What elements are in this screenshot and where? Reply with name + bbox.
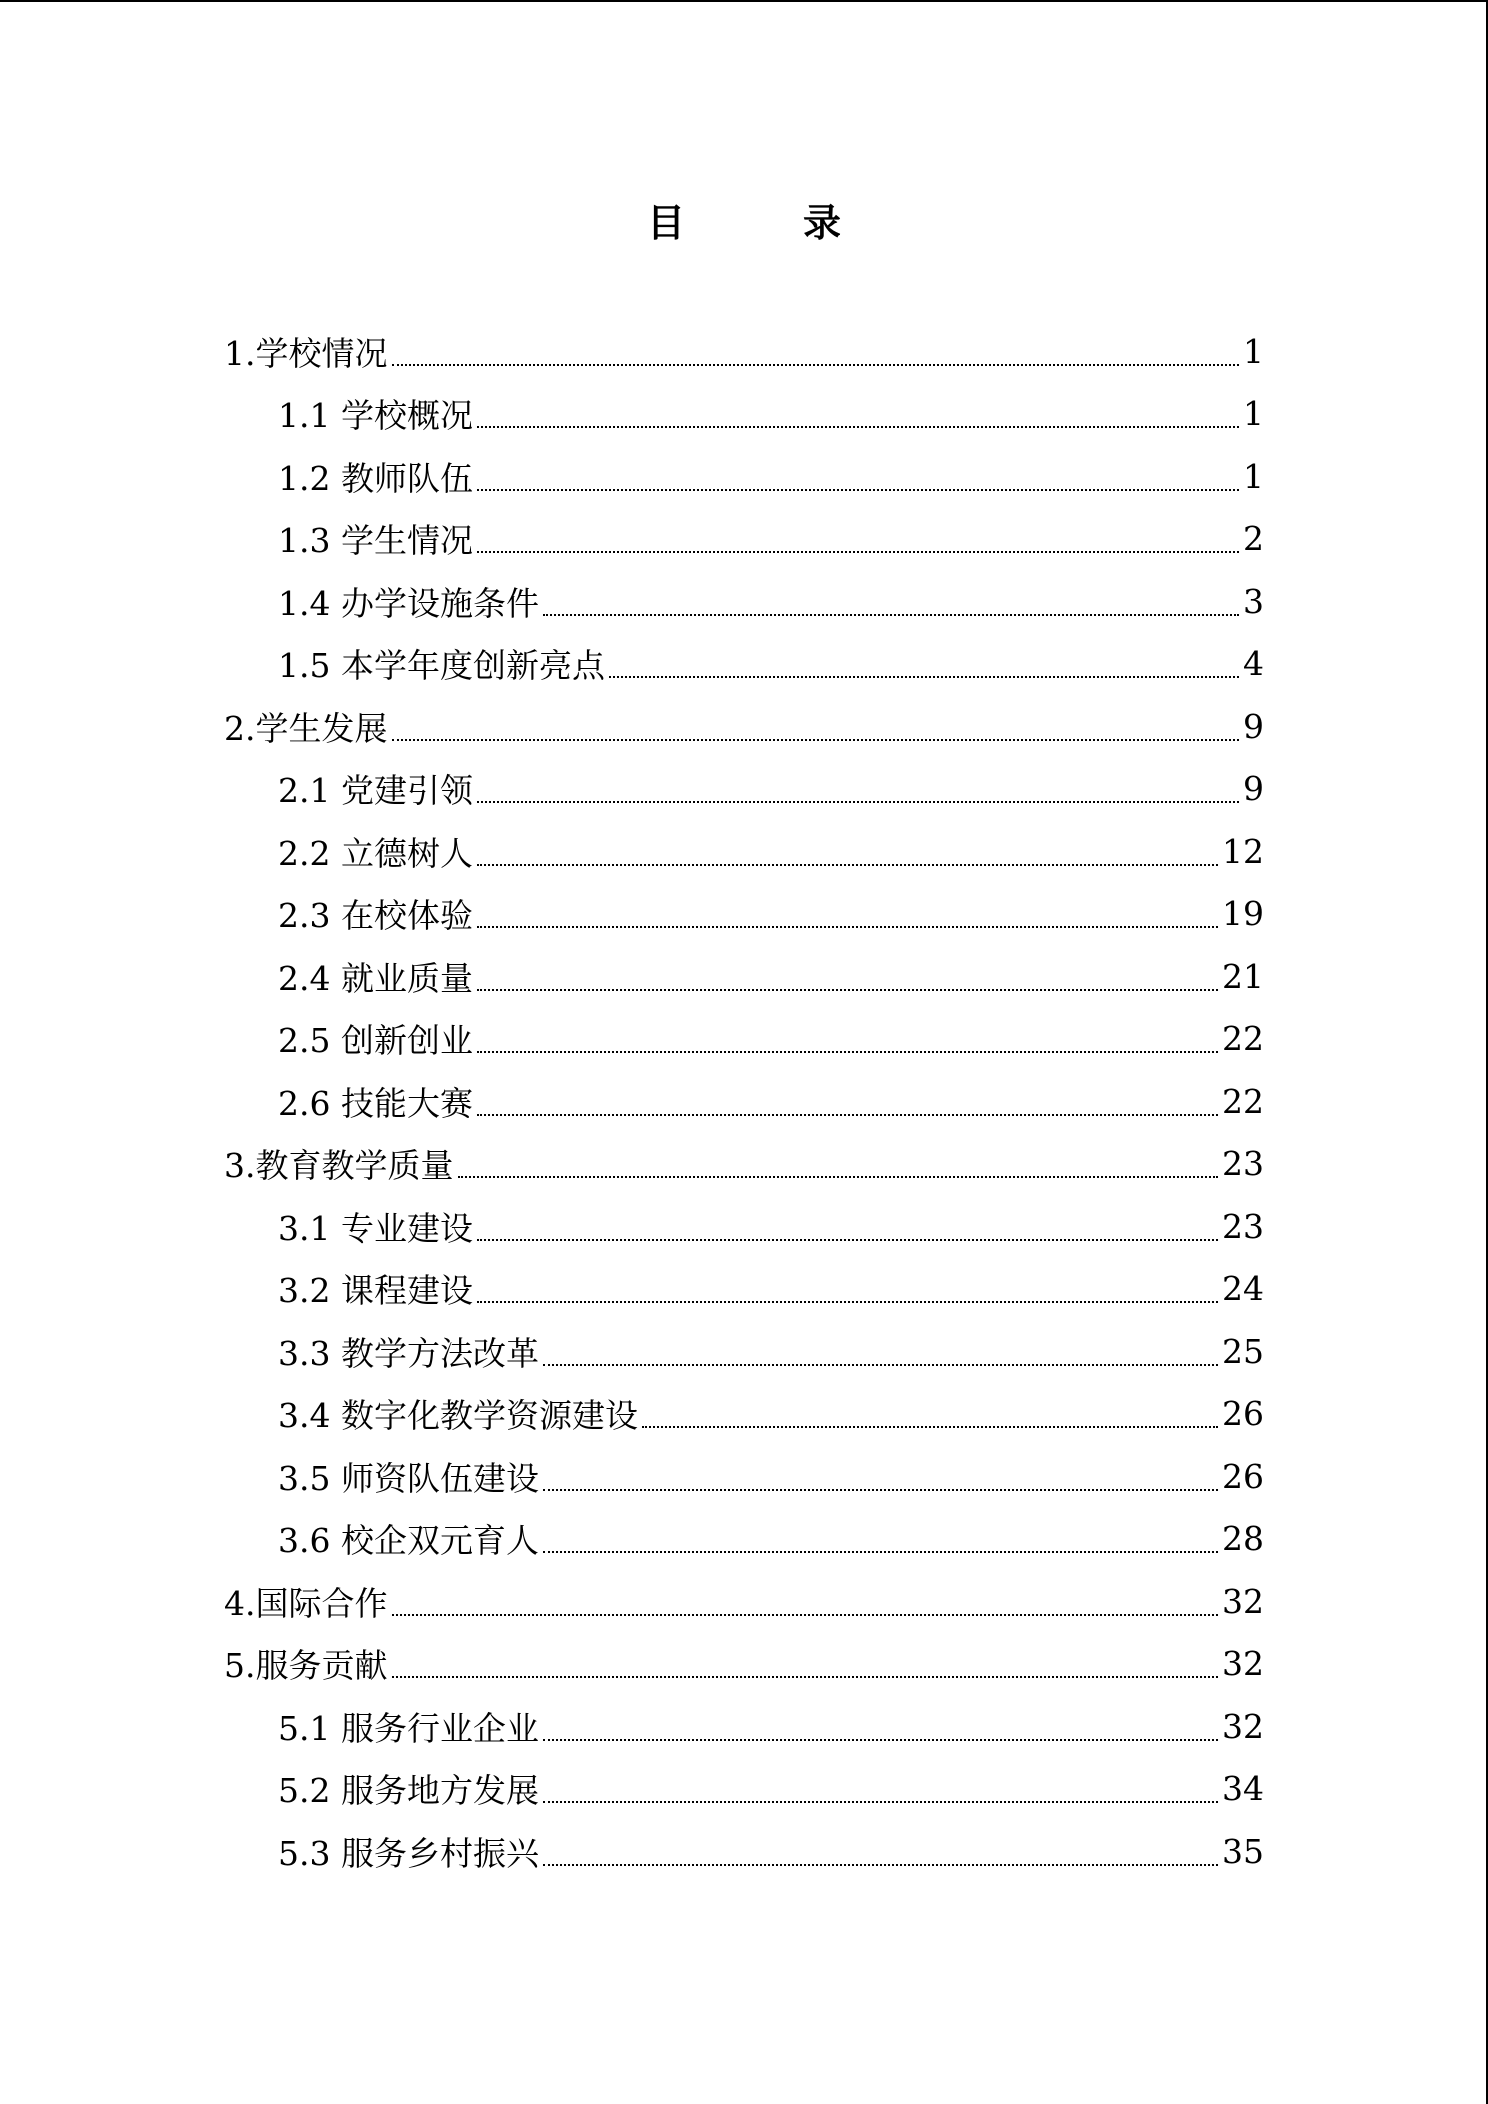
- toc-entry[interactable]: [224, 1320, 1264, 1383]
- toc-entry[interactable]: [224, 1258, 1264, 1321]
- toc-dot-leader: [477, 768, 1239, 803]
- toc-entry[interactable]: [224, 1445, 1264, 1508]
- toc-entry-page-number: 9: [1243, 769, 1264, 809]
- toc-entry-page-number: 26: [1222, 1456, 1264, 1496]
- toc-entry-page-number: 34: [1222, 1769, 1264, 1809]
- toc-dot-leader: [543, 1768, 1218, 1803]
- toc-dot-leader: [609, 643, 1239, 678]
- toc-entry-label: 2.5 创新创业: [278, 1021, 473, 1061]
- toc-entry[interactable]: [224, 508, 1264, 571]
- toc-entry[interactable]: [224, 1070, 1264, 1133]
- toc-entry-label: 2.2 立德树人: [278, 833, 473, 873]
- toc-entry[interactable]: [224, 383, 1264, 446]
- toc-dot-leader: [543, 1518, 1218, 1553]
- toc-entry-label: 2.3 在校体验: [278, 896, 473, 936]
- toc-entry-label: 1.5 本学年度创新亮点: [278, 646, 605, 686]
- toc-entry[interactable]: [224, 1133, 1264, 1196]
- toc-entry-page-number: 28: [1222, 1519, 1264, 1559]
- toc-entry-page-number: 1: [1243, 331, 1264, 371]
- toc-dot-leader: [477, 1206, 1218, 1241]
- toc-entry[interactable]: [224, 1508, 1264, 1571]
- toc-entry[interactable]: [224, 633, 1264, 696]
- toc-entry[interactable]: [224, 1633, 1264, 1696]
- toc-entry-page-number: 32: [1222, 1581, 1264, 1621]
- toc-entry-label: 2.6 技能大赛: [278, 1083, 473, 1123]
- toc-entry-label: 3.1 专业建设: [278, 1208, 473, 1248]
- toc-entry-page-number: 12: [1222, 831, 1264, 871]
- toc-entry[interactable]: [224, 1820, 1264, 1883]
- toc-entry-label: 1.1 学校概况: [278, 396, 473, 436]
- toc-entry[interactable]: [224, 695, 1264, 758]
- toc-entry-label: 2.4 就业质量: [278, 958, 473, 998]
- page-title: 目 录: [646, 201, 881, 245]
- toc-entry-page-number: 32: [1222, 1706, 1264, 1746]
- toc-dot-leader: [477, 1081, 1218, 1116]
- toc-entry[interactable]: [224, 820, 1264, 883]
- toc-entry-page-number: 25: [1222, 1331, 1264, 1371]
- toc-dot-leader: [543, 1331, 1218, 1366]
- toc-entry-page-number: 9: [1243, 706, 1264, 746]
- toc-entry-page-number: 24: [1222, 1269, 1264, 1309]
- toc-entry-page-number: 23: [1222, 1206, 1264, 1246]
- toc-entry-page-number: 1: [1243, 394, 1264, 434]
- toc-entry-label: 4.国际合作: [224, 1583, 388, 1623]
- toc-dot-leader: [543, 1706, 1218, 1741]
- toc-dot-leader: [477, 1018, 1218, 1053]
- toc-entry[interactable]: [224, 758, 1264, 821]
- toc-entry-page-number: 35: [1222, 1831, 1264, 1871]
- toc-dot-leader: [477, 831, 1218, 866]
- toc-dot-leader: [477, 456, 1239, 491]
- toc-dot-leader: [477, 893, 1218, 928]
- toc-entry-label: 2.1 党建引领: [278, 771, 473, 811]
- toc-entry[interactable]: [224, 1695, 1264, 1758]
- toc-dot-leader: [392, 706, 1240, 741]
- toc-dot-leader: [543, 1831, 1218, 1866]
- toc-entry-label: 5.服务贡献: [224, 1646, 388, 1686]
- toc-entry[interactable]: [224, 883, 1264, 946]
- toc-entry[interactable]: [224, 320, 1264, 383]
- table-of-contents: [224, 320, 1264, 1883]
- toc-entry-page-number: 2: [1243, 519, 1264, 559]
- toc-entry[interactable]: [224, 1570, 1264, 1633]
- toc-entry[interactable]: [224, 570, 1264, 633]
- toc-entry-page-number: 22: [1222, 1019, 1264, 1059]
- toc-entry[interactable]: [224, 945, 1264, 1008]
- toc-dot-leader: [392, 1643, 1219, 1678]
- toc-entry[interactable]: [224, 1195, 1264, 1258]
- toc-entry-label: 5.2 服务地方发展: [278, 1771, 539, 1811]
- toc-entry-label: 5.3 服务乡村振兴: [278, 1833, 539, 1873]
- toc-entry-label: 3.教育教学质量: [224, 1146, 454, 1186]
- toc-entry[interactable]: [224, 1758, 1264, 1821]
- toc-entry-label: 3.2 课程建设: [278, 1271, 473, 1311]
- toc-entry-page-number: 4: [1243, 644, 1264, 684]
- toc-dot-leader: [477, 1268, 1218, 1303]
- toc-dot-leader: [543, 581, 1239, 616]
- toc-dot-leader: [392, 331, 1240, 366]
- toc-entry-label: 1.3 学生情况: [278, 521, 473, 561]
- toc-entry-label: 1.4 办学设施条件: [278, 583, 539, 623]
- toc-entry-page-number: 26: [1222, 1394, 1264, 1434]
- toc-entry-label: 5.1 服务行业企业: [278, 1708, 539, 1748]
- toc-entry-page-number: 3: [1243, 581, 1264, 621]
- toc-entry-page-number: 21: [1222, 956, 1264, 996]
- toc-dot-leader: [477, 393, 1239, 428]
- toc-dot-leader: [543, 1456, 1218, 1491]
- toc-entry-label: 1.学校情况: [224, 333, 388, 373]
- toc-dot-leader: [477, 956, 1218, 991]
- toc-entry-page-number: 32: [1222, 1644, 1264, 1684]
- toc-dot-leader: [458, 1143, 1219, 1178]
- toc-entry-label: 3.4 数字化教学资源建设: [278, 1396, 638, 1436]
- toc-dot-leader: [642, 1393, 1218, 1428]
- toc-entry-label: 3.3 教学方法改革: [278, 1333, 539, 1373]
- toc-entry-label: 1.2 教师队伍: [278, 458, 473, 498]
- toc-dot-leader: [477, 518, 1239, 553]
- toc-entry[interactable]: [224, 1008, 1264, 1071]
- toc-dot-leader: [392, 1581, 1219, 1616]
- toc-entry-page-number: 19: [1222, 894, 1264, 934]
- toc-entry[interactable]: [224, 445, 1264, 508]
- toc-entry-page-number: 1: [1243, 456, 1264, 496]
- toc-entry-page-number: 22: [1222, 1081, 1264, 1121]
- toc-entry-label: 3.5 师资队伍建设: [278, 1458, 539, 1498]
- toc-entry-page-number: 23: [1222, 1144, 1264, 1184]
- toc-entry-label: 3.6 校企双元育人: [278, 1521, 539, 1561]
- toc-entry-label: 2.学生发展: [224, 708, 388, 748]
- toc-entry[interactable]: [224, 1383, 1264, 1446]
